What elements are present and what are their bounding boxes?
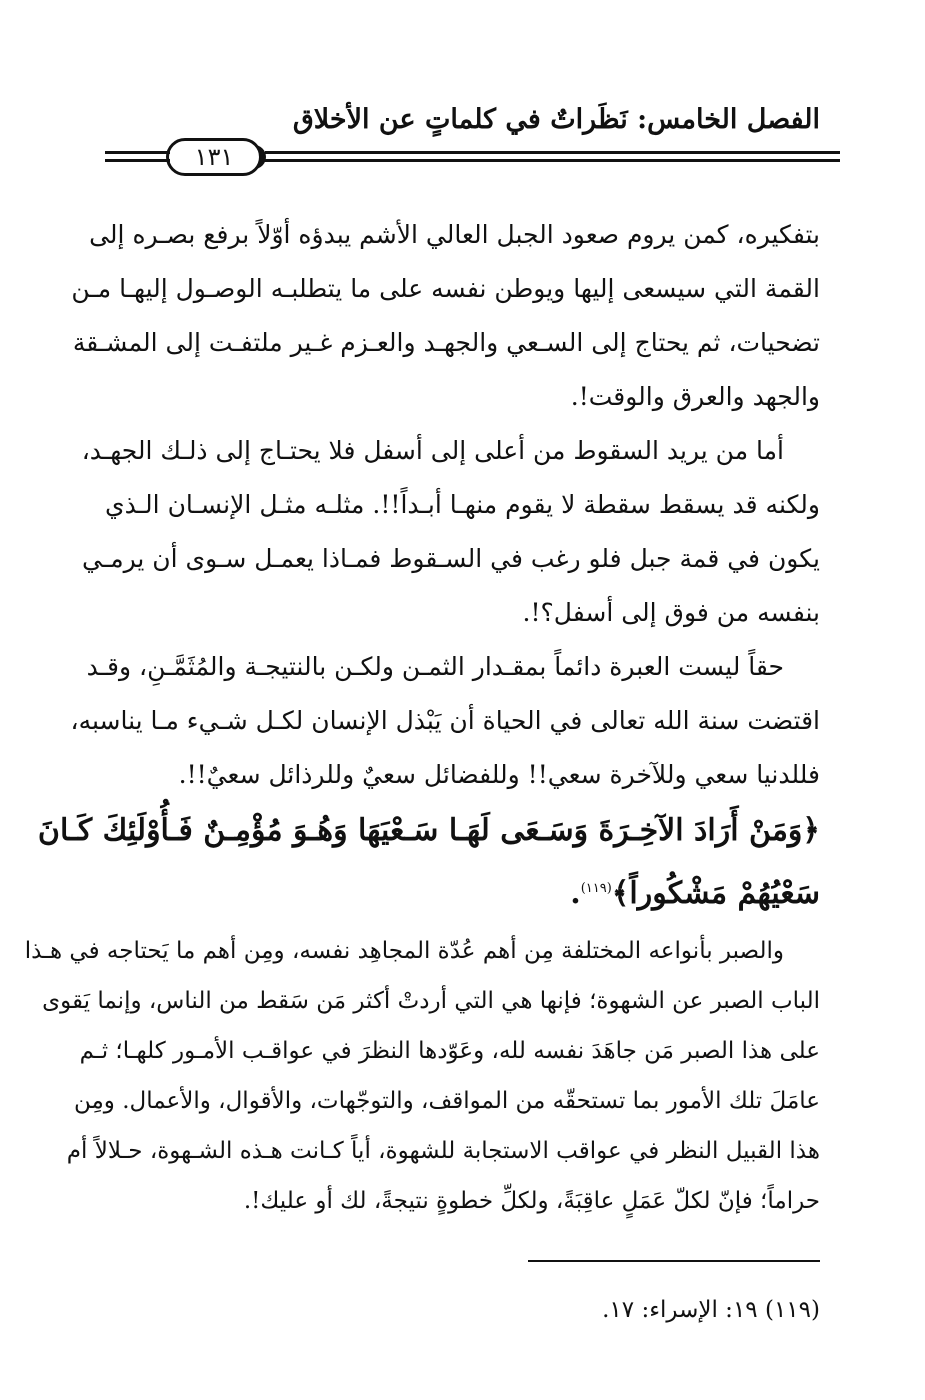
- header-double-rule-left: [105, 149, 170, 164]
- text-line: بنفسه من فوق إلى أسفل؟!.: [522, 598, 820, 627]
- text-line: هذا القبيل النظر في عواقب الاستجابة للشهوة، أياً كـانت هـذه الشـهوة، حـلالاً أم: [66, 1138, 820, 1164]
- text-line: أما من يريد السقوط من أعلى إلى أسفل فلا يحتـاج إلى ذلـك الجهـد،: [81, 436, 784, 465]
- text-line: يكون في قمة جبل فلو رغب في السـقوط فمـاذا يعمـل سـوى أن يرمـي: [82, 544, 820, 573]
- text-line: عامَلَ تلك الأمور بما تستحقّه من المواقف، والتوجّهات، والأقوال، والأعمال. ومِن: [73, 1088, 820, 1114]
- chapter-title: الفصل الخامس: نَظَراتٌ في كلماتٍ عن الأخلاق: [292, 104, 820, 135]
- text-line: على هذا الصبر مَن جاهَدَ نفسه لله، وعَوّدها النظرَ في عواقـب الأمـور كلهـا؛ ثـم: [79, 1038, 820, 1064]
- footnote-marker: (١١٩): [580, 881, 612, 896]
- text-line: القمة التي سيسعى إليها ويوطن نفسه على ما يتطلبـه الوصـول إليهـا مـن: [71, 274, 820, 303]
- verse-end: .: [570, 876, 581, 911]
- paragraph-2: [81, 424, 820, 640]
- text-line: ولكنه قد يسقط سقطة لا يقوم منهـا أبـداً!!. مثلـه مثـل الإنسـان الـذي: [105, 490, 820, 519]
- page-number: ١٣١: [194, 143, 234, 171]
- paragraph-3: [70, 640, 820, 802]
- paragraph-4: [24, 926, 820, 1226]
- quran-verse: [37, 802, 820, 918]
- text-line: بتفكيره، كمن يروم صعود الجبل العالي الأشم يبدؤه أوّلاً برفع بصـره إلى: [89, 220, 820, 249]
- spacer: [105, 918, 820, 926]
- verse-text: سَعْيُهُمْ مَشْكُوراً﴾: [611, 876, 820, 911]
- body-text: [24, 208, 820, 1226]
- footnote: (١١٩) ١٩: الإسراء: ١٧.: [602, 1297, 820, 1323]
- text-line: حقاً ليست العبرة دائماً بمقـدار الثمـن ولكـن بالنتيجـة والمُثَمَّـنِ، وقـد: [86, 652, 784, 681]
- text-line: الباب الصبر عن الشهوة؛ فإنها هي التي أردتْ أكثر مَن سَقط من الناس، وإنما يَقوى: [42, 988, 820, 1014]
- text-line: والجهد والعرق والوقت!.: [570, 382, 820, 411]
- text-line: فللدنيا سعي وللآخرة سعي!! وللفضائل سعيٌ وللرذائل سعيٌ!!.: [178, 760, 820, 789]
- paragraph-1: [71, 208, 820, 424]
- page-number-badge: [166, 138, 262, 176]
- verse-line: ﴿وَمَنْ أَرَادَ الآخِـرَةَ وَسَـعَى لَهَـا سَـعْيَهَا وَهُـوَ مُؤْمِـنٌ فَـأُوْلَئِكَ كَـانَ: [37, 813, 820, 848]
- text-line: والصبر بأنواعه المختلفة مِن أهم عُدّة المجاهِد نفسه، ومِن أهم ما يَحتاجه في هـذا: [24, 938, 784, 964]
- text-line: حراماً؛ فإنّ لكلّ عَمَلٍ عاقِبَةً، ولكلِّ خطوةٍ نتيجةً، لك أو عليك!.: [243, 1188, 820, 1214]
- verse-line: [105, 860, 820, 918]
- text-line: تضحيات، ثم يحتاج إلى السـعي والجهـد والعـزم غـير ملتفـت إلى المشـقة: [72, 328, 820, 357]
- text-line: اقتضت سنة الله تعالى في الحياة أن يَبْذل الإنسان لكـل شـيء مـا يناسبه،: [70, 706, 820, 735]
- footnote-separator: [528, 1260, 820, 1262]
- header-double-rule-right: [265, 149, 840, 164]
